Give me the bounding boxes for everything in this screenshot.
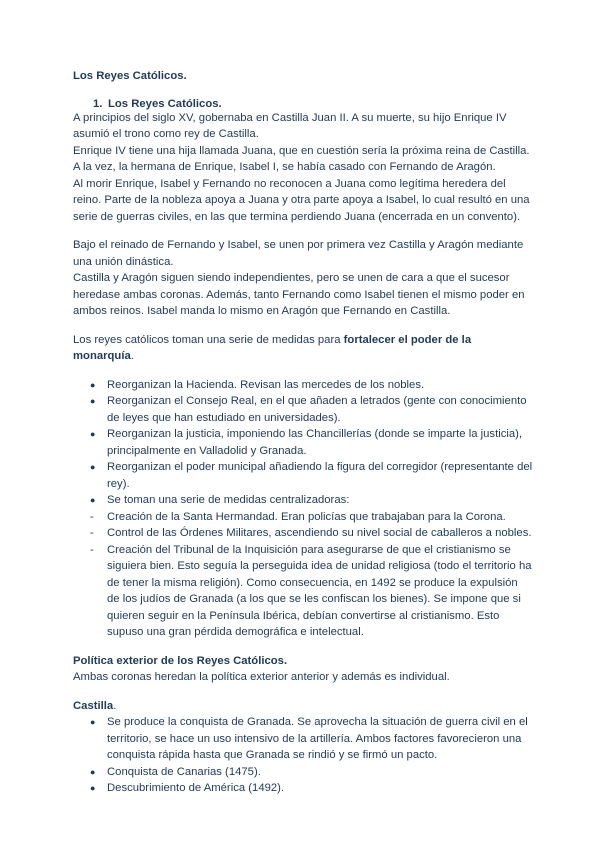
list-item-text: Se toman una serie de medidas centralizadoras: [107,494,350,506]
list-item [73,393,533,426]
dash-icon: - [90,510,94,523]
bullet-icon: ● [90,783,96,793]
measures-intro [73,332,533,365]
paragraph: A la vez, la hermana de Enrique, Isabel I, se había casado con Fernando de Aragón. [73,161,496,173]
paragraph: Castilla y Aragón siguen siendo independientes, pero se unen de cara a que el sucesor heredase ambas coronas. Además, tanto Fernando como Isabel tienen el mismo poder en ambos reinos. Isabel manda lo mismo en Aragón que Fernando en Castilla. [73,272,525,317]
measures-intro-bold: fortalecer el poder de la monarquía [73,333,472,362]
bullet-icon: ● [90,766,96,777]
document-content [73,68,533,797]
list-item-text: Descubrimiento de América (1492). [107,782,285,794]
castilla-heading [73,698,533,715]
list-item-text: Reorganizan el Consejo Real, en el que añaden a letrados (gente con conocimiento de leyes que han estudiado en universidades). [107,395,527,424]
list-item [73,542,533,641]
castilla-heading-end: . [113,699,117,712]
dash-icon: - [90,543,94,556]
paragraph: Enrique IV tiene una hija llamada Juana, que en cuestión sería la próxima reina de Castilla. [73,144,530,157]
section-heading-text: Los Reyes Católicos. [108,97,222,110]
list-item [73,492,533,509]
measures-list [73,377,533,641]
list-item-text: Creación del Tribunal de la Inquisición para asegurarse de que el cristianismo se siguiera bien. Esto seguía la perseguida idea de unidad religiosa (todo el territorio ha de tener la misma religión). Como consecuencia, en 1492 se produce la expulsión de los judíos de Granada (a los que se les confiscan los bienes). Se impone que si quieren seguir en la Península Ibérica, debían convertirse al cristianismo. Esto supuso una gran pérdida demográfica e intelectual. [107,543,532,638]
list-item [73,525,533,542]
paragraph: Bajo el reinado de Fernando y Isabel, se unen por primera vez Castilla y Aragón mediante una unión dinástica. [73,239,524,268]
list-item [73,780,533,797]
list-item-text: Creación de la Santa Hermandad. Eran policías que trabajaban para la Corona. [107,510,506,523]
bullet-icon: ● [90,379,96,390]
foreign-policy-heading: Política exterior de los Reyes Católicos. [73,654,288,667]
dash-icon: - [90,527,94,539]
list-item-text: Reorganizan el poder municipal añadiendo la figura del corregidor (representante del rey). [107,461,533,490]
measures-intro-text: Los reyes católicos toman una serie de medidas para [73,333,344,346]
list-item-text: Reorganizan la justicia, imponiendo las Chancillerías (donde se imparte la justicia), principalmente en Valladolid y Granada. [107,428,523,457]
list-item-text: Control de las Órdenes Militares, ascendiendo su nivel social de caballeros a nobles. [107,527,532,539]
measures-intro-end: . [130,350,134,362]
bullet-icon: ● [90,396,96,406]
castilla-list [73,714,533,797]
list-item [73,426,533,459]
list-item-text: Conquista de Canarias (1475). [107,765,261,778]
list-item [73,764,533,781]
paragraph: Al morir Enrique, Isabel y Fernando no reconocen a Juana como legítima heredera del reino. Parte de la nobleza apoya a Juana y otra parte apoya a Isabel, lo cual resultó en una serie de guerras civiles, en las que termina perdiendo Juana (encerrada en un convento). [73,177,530,223]
list-item [73,714,533,764]
list-item-text: Se produce la conquista de Granada. Se aprovecha la situación de guerra civil en el territorio, se hace un uso intensivo de la artillería. Ambos factores favorecieron una conquista rápida hasta que Granada se rindió y se firmó un pacto. [107,716,528,761]
section-heading [93,98,533,110]
bullet-icon: ● [90,462,96,472]
list-item [73,459,533,492]
list-item-text: Reorganizan la Hacienda. Revisan las mercedes de los nobles. [107,378,425,391]
castilla-heading-text: Castilla [73,699,114,712]
bullet-icon: ● [90,495,96,505]
list-item [73,509,533,526]
list-item [73,377,533,394]
bullet-icon: ● [90,717,96,727]
paragraph: A principios del siglo XV, gobernaba en Castilla Juan II. A su muerte, su hijo Enrique IV asumió el trono como rey de Castilla. [73,111,507,140]
section-number: 1. [93,97,103,110]
document-title: Los Reyes Católicos. [73,70,187,82]
bullet-icon: ● [90,429,96,439]
paragraph: Ambas coronas heredan la política exterior anterior y además es individual. [73,671,450,683]
